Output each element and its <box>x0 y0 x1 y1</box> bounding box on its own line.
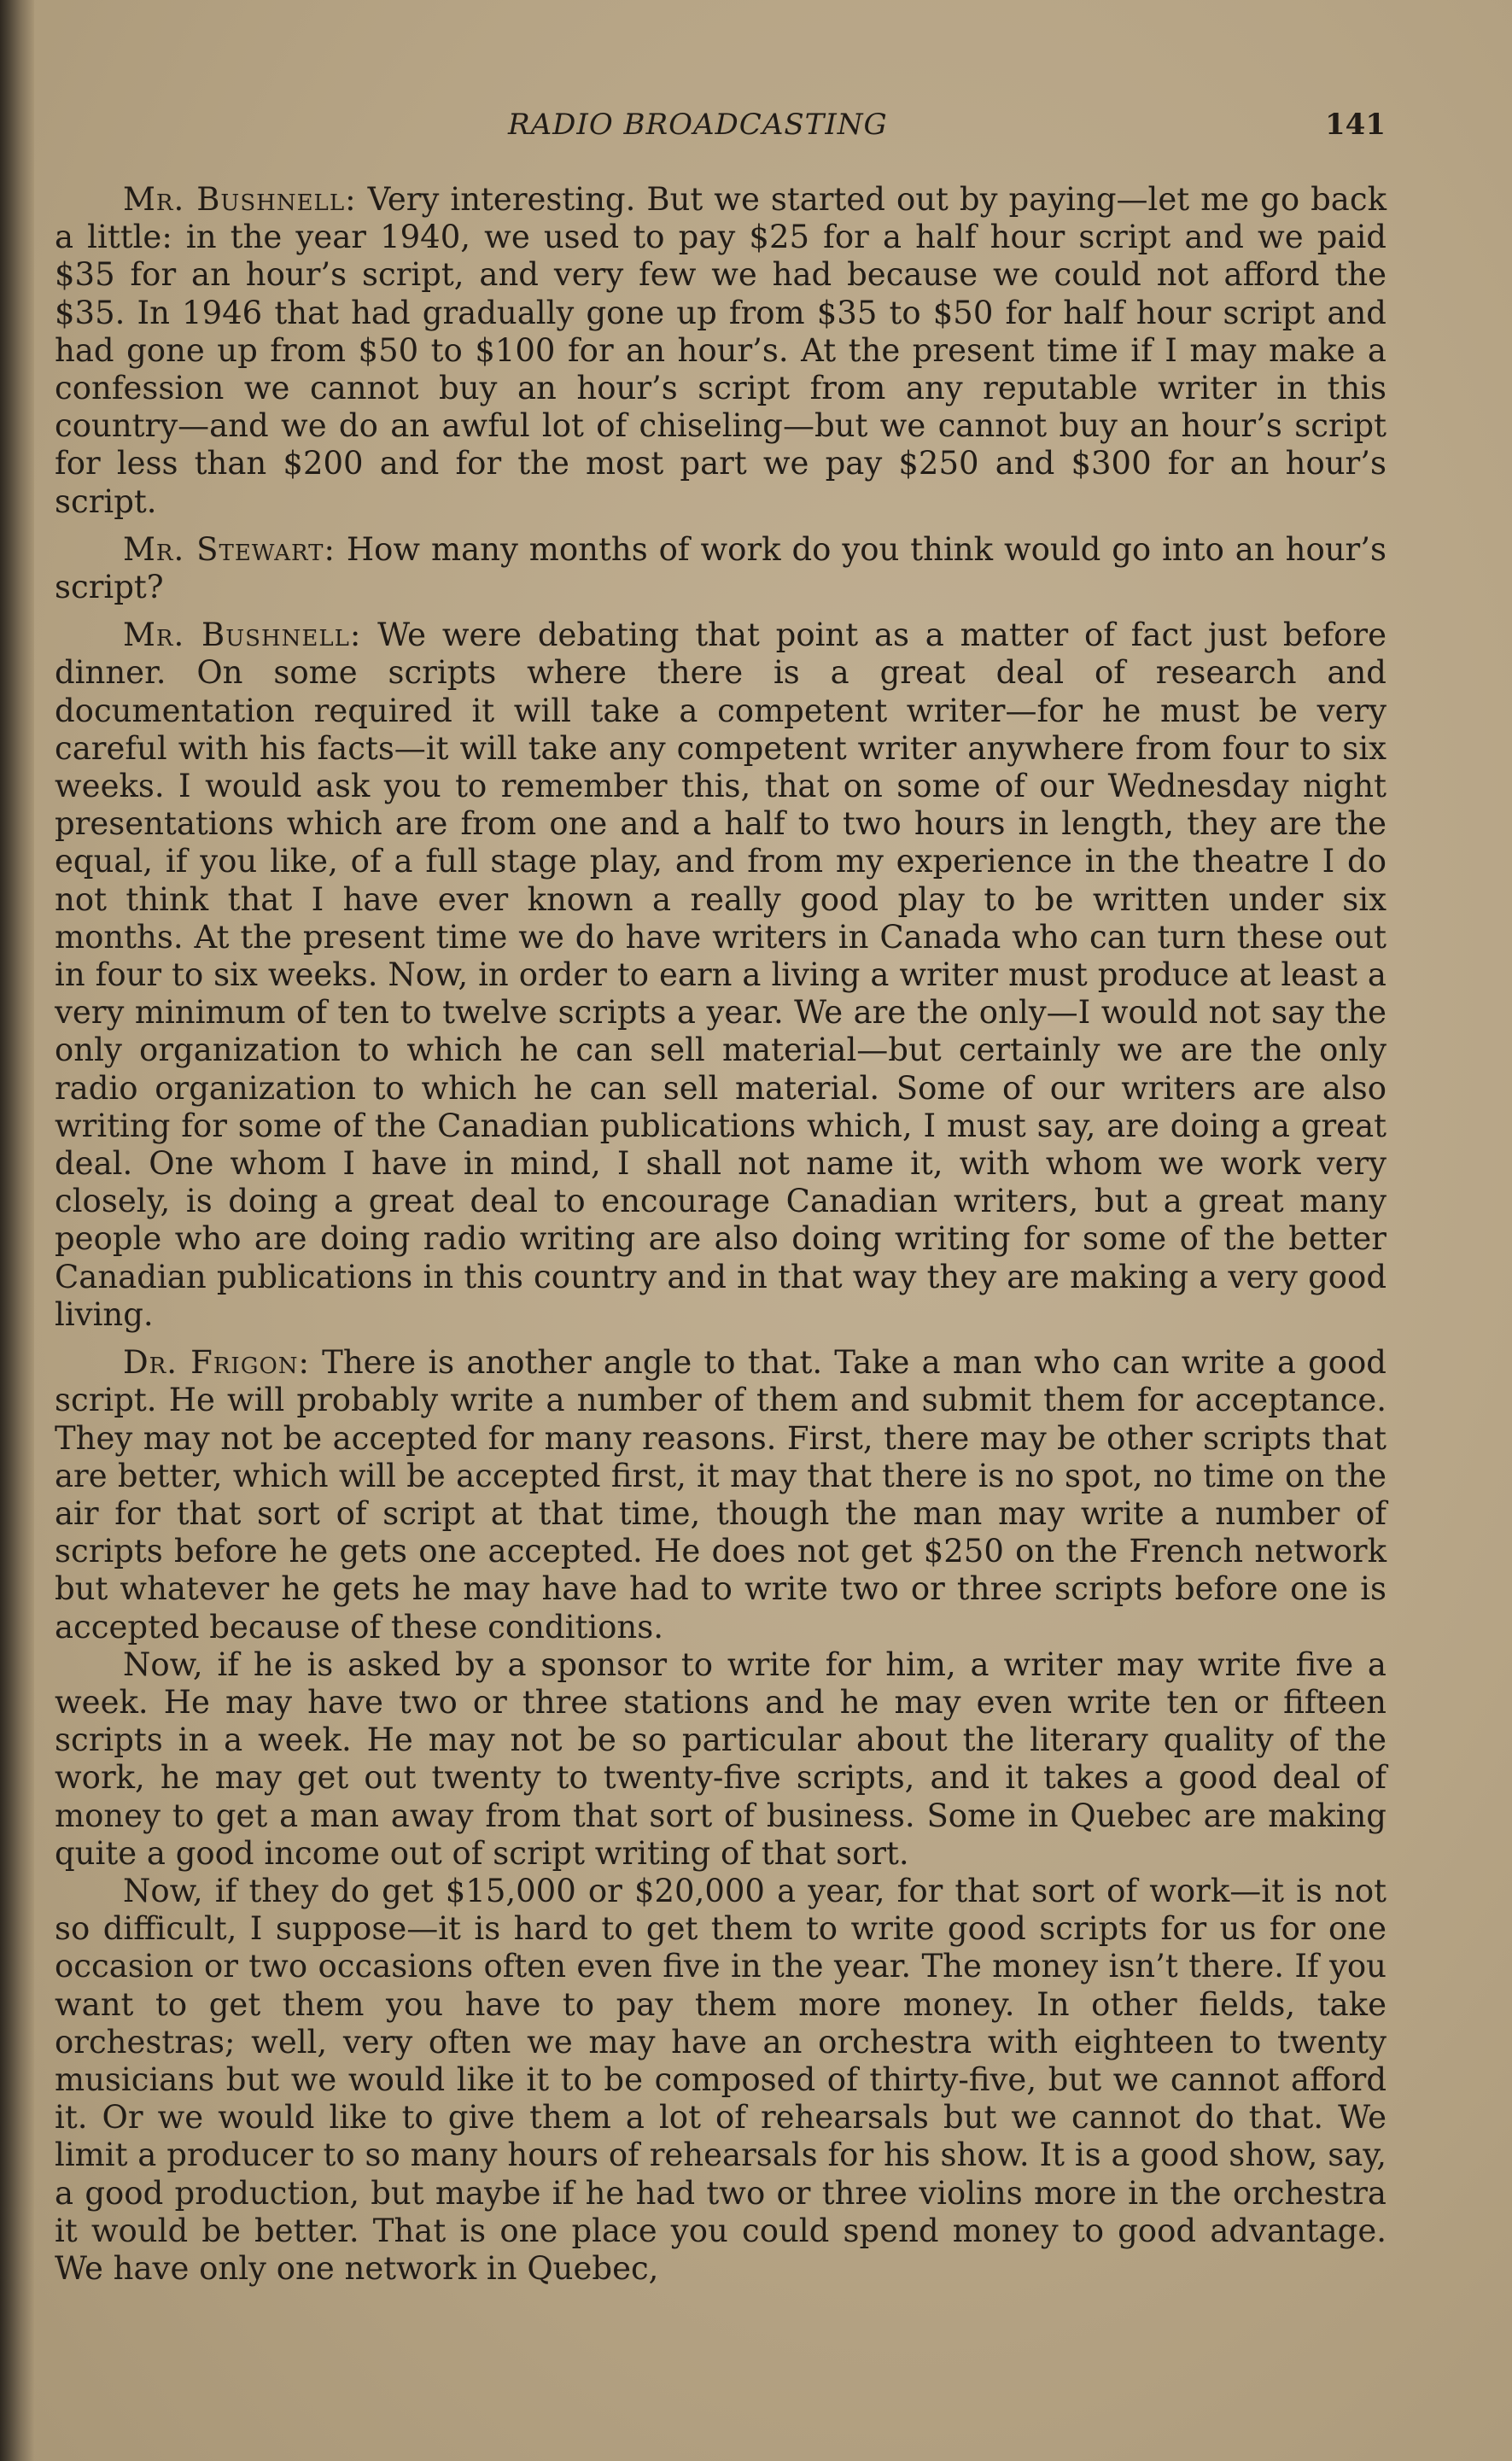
page-header <box>0 104 1512 147</box>
paragraph-frigon-1 <box>55 1344 1386 1646</box>
paragraph-text: Now, if he is asked by a sponsor to write for him, a writer may write five a week. He may have two or three stations and he may even write ten or fifteen scripts in a week. He may not be so particular about the literary quality of the work, he may get out twenty to twenty-five scripts, and it takes a good deal of money to get a man away from that sort of business. Some in Quebec are making quite a good income out of script writing of that sort. <box>55 1646 1386 1872</box>
paragraph-text: We were debating that point as a matter of fact just before dinner. On some scripts where there is a great deal of research and documentation required it will take a competent writer—for he must be very careful with his facts—it will take any competent writer anywhere from four to six weeks. I would ask you to remember this, that on some of our Wednesday night presentations which are from one and a half to two hours in length, they are the equal, if you like, of a full stage play, and from my experience in the theatre I do not think that I have ever known a really good play to be written under six months. At the present time we do have writers in Canada who can turn these out in four to six weeks. Now, in order to earn a living a writer must produce at least a very minimum of ten to twelve scripts a year. We are the only—I would not say the only organization to which he can sell material—but certainly we are the only radio organization to which he can sell material. Some of our writers are also writing for some of the Canadian publications which, I must say, are doing a great deal. One whom I have in mind, I shall not name it, with whom we work very closely, is doing a great deal to encourage Canadian writers, but a great many people who are doing radio writing are also doing writing for some of the better Canadian publications in this country and in that way they are making a very good living. <box>55 617 1386 1333</box>
paragraph-bushnell-1 <box>55 181 1386 521</box>
page-number: 141 <box>1325 108 1386 142</box>
speaker-name: Mr. Bushnell: <box>123 181 357 218</box>
paragraph-text: There is another angle to that. Take a man who can write a good script. He will probably write a number of them and submit them for acceptance. They may not be accepted for many reasons. First, there may be other scripts that are better, which will be accepted first, it may that there is no spot, no time on the air for that sort of script at that time, though the man may write a number of scripts before he gets one accepted. He does not get $250 on the French network but whatever he gets he may have had to write two or three scripts before one is accepted because of these conditions. <box>55 1344 1386 1646</box>
book-spine-shadow <box>0 0 34 2461</box>
running-head: RADIO BROADCASTING <box>508 108 888 142</box>
body-text <box>55 181 1386 2288</box>
paragraph-frigon-2 <box>55 1646 1386 1873</box>
paragraph-text: Very interesting. But we started out by paying—let me go back a little: in the year 1940, we used to pay $25 for a half hour script and we paid $35 for an hour’s script, and very few we had because we could not afford the $35. In 1946 that had gradually gone up from $35 to $50 for half hour script and had gone up from $50 to $100 for an hour’s. At the present time if I may make a confession we cannot buy an hour’s script from any reputable writer in this country—and we do an awful lot of chiseling—but we cannot buy an hour’s script for less than $200 and for the most part we pay $250 and $300 for an hour’s script. <box>55 181 1386 520</box>
paragraph-stewart <box>55 531 1386 606</box>
paragraph-bushnell-2 <box>55 617 1386 1334</box>
paragraph-text: How many months of work do you think would go into an hour’s script? <box>55 530 1386 606</box>
speaker-name: Dr. Frigon: <box>123 1344 310 1382</box>
speaker-name: Mr. Bushnell: <box>123 617 362 654</box>
paragraph-text: Now, if they do get $15,000 or $20,000 a year, for that sort of work—it is not so difficult, I suppose—it is hard to get them to write good scripts for us for one occasion or two occasions often even five in the year. The money isn’t there. If you want to get them you have to pay them more money. In other fields, take orchestras; well, very often we may have an orchestra with eighteen to twenty musicians but we would like it to be composed of thirty-five, but we cannot afford it. Or we would like to give them a lot of rehearsals but we cannot do that. We limit a producer to so many hours of rehearsals for his show. It is a good show, say, a good production, but maybe if he had two or three violins more in the orchestra it would be better. That is one place you could spend money to good advantage. We have only one network in Quebec, <box>55 1872 1386 2287</box>
paragraph-frigon-3 <box>55 1873 1386 2288</box>
speaker-name: Mr. Stewart: <box>123 530 336 568</box>
